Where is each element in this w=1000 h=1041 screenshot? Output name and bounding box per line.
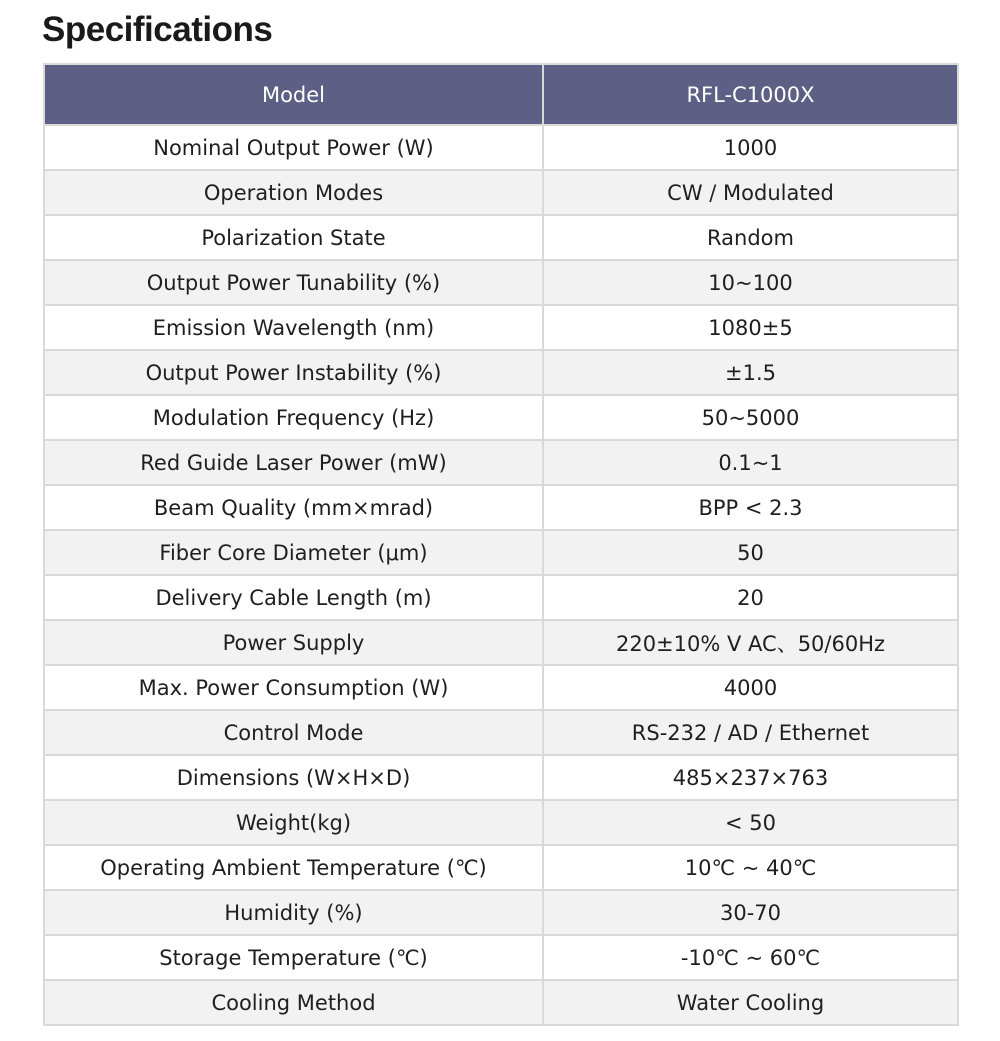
table-row bbox=[44, 980, 958, 1025]
table-row bbox=[44, 845, 958, 890]
table-row bbox=[44, 125, 958, 170]
spec-label: Polarization State bbox=[44, 215, 543, 260]
spec-value: 0.1~1 bbox=[543, 440, 958, 485]
spec-label: Storage Temperature (℃) bbox=[44, 935, 543, 980]
spec-label: Fiber Core Diameter (μm) bbox=[44, 530, 543, 575]
spec-value: 485×237×763 bbox=[543, 755, 958, 800]
spec-label: Delivery Cable Length (m) bbox=[44, 575, 543, 620]
table-row bbox=[44, 890, 958, 935]
spec-value: Random bbox=[543, 215, 958, 260]
table-row bbox=[44, 215, 958, 260]
specifications-table bbox=[43, 63, 959, 1026]
table-row bbox=[44, 485, 958, 530]
spec-value: -10℃ ~ 60℃ bbox=[543, 935, 958, 980]
spec-label: Humidity (%) bbox=[44, 890, 543, 935]
spec-value: Water Cooling bbox=[543, 980, 958, 1025]
spec-value: < 50 bbox=[543, 800, 958, 845]
spec-value: RS-232 / AD / Ethernet bbox=[543, 710, 958, 755]
table-row bbox=[44, 260, 958, 305]
spec-value: 10℃ ~ 40℃ bbox=[543, 845, 958, 890]
spec-label: Nominal Output Power (W) bbox=[44, 125, 543, 170]
table-row bbox=[44, 800, 958, 845]
spec-value: 30-70 bbox=[543, 890, 958, 935]
spec-value: CW / Modulated bbox=[543, 170, 958, 215]
table-header-row bbox=[44, 64, 958, 125]
spec-value: 10~100 bbox=[543, 260, 958, 305]
table-row bbox=[44, 440, 958, 485]
spec-label: Red Guide Laser Power (mW) bbox=[44, 440, 543, 485]
table-row bbox=[44, 305, 958, 350]
table-row bbox=[44, 710, 958, 755]
table-row bbox=[44, 395, 958, 440]
table-row bbox=[44, 350, 958, 395]
spec-label: Emission Wavelength (nm) bbox=[44, 305, 543, 350]
spec-label: Control Mode bbox=[44, 710, 543, 755]
spec-label: Output Power Tunability (%) bbox=[44, 260, 543, 305]
spec-label: Output Power Instability (%) bbox=[44, 350, 543, 395]
spec-value: 1000 bbox=[543, 125, 958, 170]
header-model-label: Model bbox=[44, 64, 543, 125]
spec-label: Weight(kg) bbox=[44, 800, 543, 845]
page-title: Specifications bbox=[42, 10, 273, 49]
table-row bbox=[44, 935, 958, 980]
spec-label: Modulation Frequency (Hz) bbox=[44, 395, 543, 440]
table-row bbox=[44, 530, 958, 575]
table-row bbox=[44, 170, 958, 215]
spec-value: 4000 bbox=[543, 665, 958, 710]
spec-value: 20 bbox=[543, 575, 958, 620]
spec-label: Operation Modes bbox=[44, 170, 543, 215]
spec-value: ±1.5 bbox=[543, 350, 958, 395]
table-row bbox=[44, 755, 958, 800]
spec-label: Operating Ambient Temperature (℃) bbox=[44, 845, 543, 890]
table-row bbox=[44, 575, 958, 620]
spec-label: Beam Quality (mm×mrad) bbox=[44, 485, 543, 530]
spec-label: Power Supply bbox=[44, 620, 543, 665]
spec-value: 50~5000 bbox=[543, 395, 958, 440]
spec-value: 1080±5 bbox=[543, 305, 958, 350]
header-model-value: RFL-C1000X bbox=[543, 64, 958, 125]
spec-value: 50 bbox=[543, 530, 958, 575]
table-row bbox=[44, 620, 958, 665]
spec-value: 220±10% V AC、50/60Hz bbox=[543, 620, 958, 665]
spec-label: Cooling Method bbox=[44, 980, 543, 1025]
spec-label: Max. Power Consumption (W) bbox=[44, 665, 543, 710]
table-row bbox=[44, 665, 958, 710]
spec-label: Dimensions (W×H×D) bbox=[44, 755, 543, 800]
spec-value: BPP < 2.3 bbox=[543, 485, 958, 530]
